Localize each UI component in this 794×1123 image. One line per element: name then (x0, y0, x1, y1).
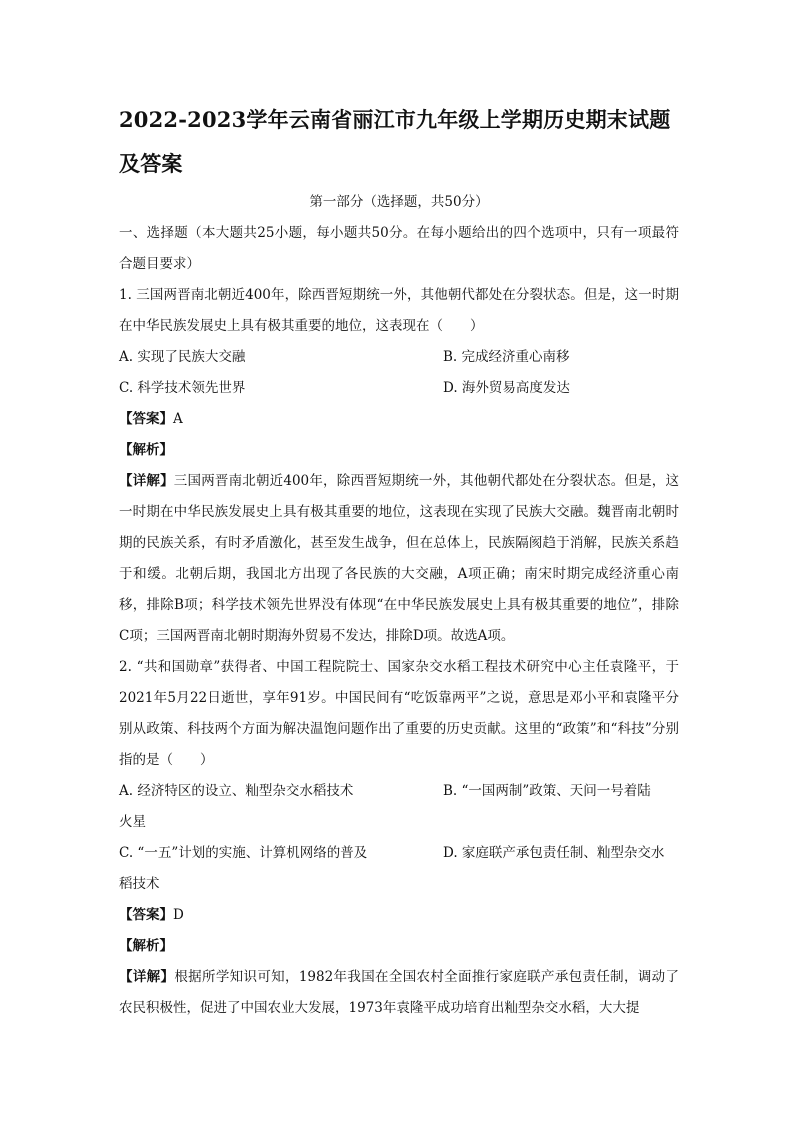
detail-tag: 【详解】 (119, 969, 175, 985)
answer-value: A (173, 411, 183, 427)
option-1a: A. 实现了民族大交融 (119, 349, 246, 365)
question-2-stem: 2. “共和国勋章”获得者、中国工程院院士、国家杂交水稻工程技术研究中心主任袁隆平，于2021年5月22日逝世，享年91岁。中国民间有“吃饭靠两平”之说，意思是邓小平和袁隆平分别从政策、科技两个方面为解决温饱问题作出了重要的历史贡献。这里的“政策”和“科技”分别指的是（ ） (119, 659, 679, 768)
answer-line-1 (119, 404, 679, 435)
analysis-tag: 【解析】 (119, 938, 173, 954)
option-2b-continued: 火星 (119, 814, 146, 830)
option-1b: B. 完成经济重心南移 (443, 349, 570, 365)
section-instructions: 一、选择题（本大题共25小题，每小题共50分。在每小题给出的四个选项中，只有一项最符合题目要求） (119, 225, 679, 272)
option-2b: B. “一国两制”政策、天问一号着陆 (443, 783, 651, 799)
option-2c: C. “一五”计划的实施、计算机网络的普及 (119, 845, 368, 861)
detail-2 (119, 962, 679, 1024)
answer-tag: 【答案】 (119, 907, 173, 923)
answer-tag: 【答案】 (119, 411, 173, 427)
option-2a: A. 经济特区的设立、籼型杂交水稻技术 (119, 783, 354, 799)
analysis-tag: 【解析】 (119, 442, 173, 458)
detail-text: 根据所学知识可知，1982年我国在全国农村全面推行家庭联产承包责任制，调动了农民积极性，促进了中国农业大发展，1973年袁隆平成功培育出籼型杂交水稻，大大提 (119, 969, 680, 1016)
question-1-options (119, 342, 679, 404)
option-2d: D. 家庭联产承包责任制、籼型杂交水 (443, 845, 665, 861)
detail-1 (119, 466, 679, 652)
detail-tag: 【详解】 (119, 473, 174, 489)
question-1-stem: 1. 三国两晋南北朝近400年，除西晋短期统一外，其他朝代都处在分裂状态。但是，这一时期在中华民族发展史上具有极其重要的地位，这表现在（ ） (119, 287, 679, 334)
question-2-options (119, 776, 679, 900)
option-1c: C. 科学技术领先世界 (119, 380, 246, 396)
part-heading: 第一部分（选择题，共50分） (309, 194, 489, 210)
document-page (119, 98, 679, 1024)
detail-text: 三国两晋南北朝近400年，除西晋短期统一外，其他朝代都处在分裂状态。但是，这一时期在中华民族发展史上具有极其重要的地位，这表现在实现了民族大交融。魏晋南北朝时期的民族关系，有时矛盾激化，甚至发生战争，但在总体上，民族隔阂趋于消解，民族关系趋于和缓。北朝后期，我国北方出现了各民族的大交融，A项正确；南宋时期完成经济重心南移，排除B项；科学技术领先世界没有体现“在中华民族发展史上具有极其重要的地位”，排除C项；三国两晋南北朝时期海外贸易不发达，排除D项。故选A项。 (119, 473, 679, 644)
option-2d-continued: 稻技术 (119, 876, 160, 892)
answer-value: D (173, 907, 184, 923)
answer-line-2 (119, 900, 679, 931)
option-1d: D. 海外贸易高度发达 (443, 380, 570, 396)
document-title: 2022-2023学年云南省丽江市九年级上学期历史期末试题及答案 (119, 107, 671, 176)
